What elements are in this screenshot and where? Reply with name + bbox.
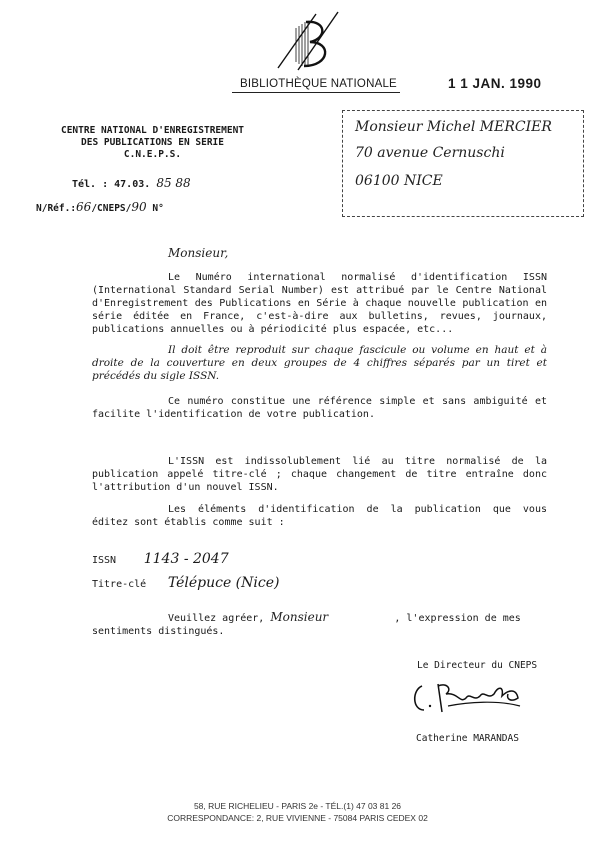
closing-prefix: Veuillez agréer,: [168, 613, 265, 624]
recipient-address-box: [342, 110, 584, 217]
signatory-name: Catherine MARANDAS: [416, 733, 519, 744]
telephone-line: [72, 176, 191, 190]
header-rule: [232, 92, 400, 93]
issn-row: [92, 548, 229, 567]
paragraph-title-key: [92, 455, 547, 494]
telephone-label: Tél. : 47.03.: [72, 179, 151, 190]
paragraph-identification-intro: [92, 503, 547, 529]
reference-mid: /CNEPS/: [91, 203, 132, 214]
reference-prefix: N/Réf.:: [36, 203, 77, 214]
reference-handwritten-2: 90: [131, 200, 147, 214]
sender-line: C.N.E.P.S.: [123, 149, 182, 160]
title-key-label: Titre-clé: [92, 579, 147, 590]
closing-handwritten: Monsieur: [270, 610, 329, 624]
sender-line: CENTRE NATIONAL D'ENREGISTREMENT: [60, 125, 245, 136]
recipient-name: Monsieur Michel MERCIER: [355, 119, 552, 135]
bibliotheque-nationale-logo: [268, 8, 348, 76]
closing-formula: [92, 611, 547, 638]
paragraph-text: Les éléments d'identification de la publication que vous éditez sont établis comme suit :: [92, 504, 547, 528]
paragraph-text: Il doit être reproduit sur chaque fascicule ou volume en haut et à droite de la couverture en deux groupes de 4 chiffres séparés par un tiret et précédés du sigle ISSN.: [92, 344, 547, 382]
title-key-row: [92, 572, 279, 591]
institution-name: BIBLIOTHÈQUE NATIONALE: [240, 78, 397, 90]
handwritten-signature: [408, 676, 528, 716]
paragraph-reference: [92, 395, 547, 421]
title-key-value: Télépuce (Nice): [167, 575, 280, 591]
closing-suffix: , l'expression de mes: [394, 613, 521, 624]
sender-block: [50, 125, 255, 161]
paragraph-issn-placement: [92, 344, 547, 383]
signatory-title: Le Directeur du CNEPS: [417, 660, 538, 671]
paragraph-text: Ce numéro constitue une référence simple et sans ambiguité et facilite l'identification de votre publication.: [92, 396, 547, 420]
closing-line-2: sentiments distingués.: [92, 626, 225, 637]
recipient-city: 06100 NICE: [355, 173, 443, 189]
paragraph-text: Le Numéro international normalisé d'identification ISSN (International Standard Serial Number) est attribué par le Centre National d'Enregistrement des Publications en Série à chaque nouvelle publication en série éditée en France, c'est-à-dire aux bulletins, revues, journaux, publications annuelles ou à périodicité plus espacée, etc...: [92, 272, 547, 335]
recipient-street: 70 avenue Cernuschi: [355, 145, 505, 161]
reference-handwritten-1: 66: [76, 200, 92, 214]
reference-line: [36, 200, 164, 214]
paragraph-issn-definition: [92, 271, 547, 336]
footer-address: 58, RUE RICHELIEU - PARIS 2e - TÉL.(1) 47 03 81 26: [193, 801, 402, 811]
sender-line: DES PUBLICATIONS EN SERIE: [81, 137, 224, 148]
reference-suffix: N°: [152, 203, 164, 214]
telephone-handwritten: 85 88: [156, 176, 191, 190]
issn-label: ISSN: [92, 555, 117, 566]
date-stamp: 1 1 JAN. 1990: [448, 76, 542, 91]
salutation: Monsieur,: [168, 246, 229, 260]
footer: [0, 800, 595, 824]
issn-value: 1143 - 2047: [143, 551, 229, 567]
paragraph-text: L'ISSN est indissolublement lié au titre normalisé de la publication appelé titre-clé ; chaque changement de titre entraîne donc l'attribution d'un nouvel ISSN.: [92, 456, 547, 493]
footer-correspondence: CORRESPONDANCE: 2, RUE VIVIENNE - 75084 PARIS CEDEX 02: [167, 813, 428, 823]
